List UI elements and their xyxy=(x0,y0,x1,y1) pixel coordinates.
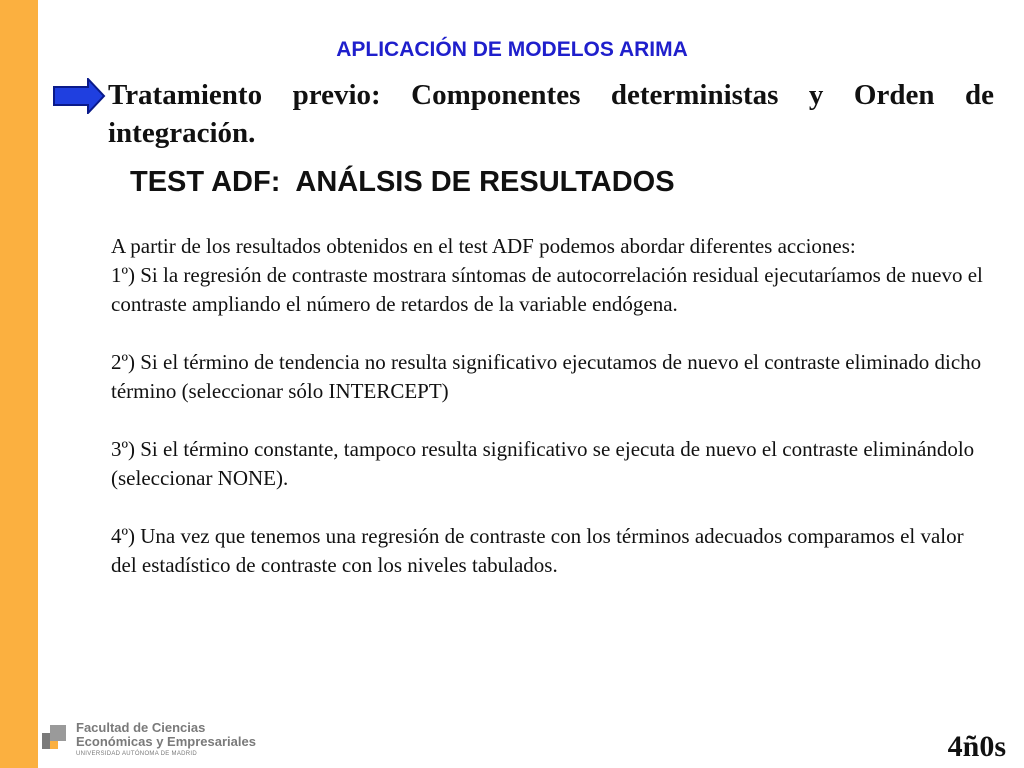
paragraph-intro: A partir de los resultados obtenidos en el test ADF podemos abordar diferentes acciones: xyxy=(111,234,856,258)
sidebar-stripe xyxy=(0,0,38,768)
subheading xyxy=(130,166,675,199)
slide-title: APLICACIÓN DE MODELOS ARIMA xyxy=(336,38,688,61)
paragraph-4: 4º) Una vez que tenemos una regresión de contraste con los términos adecuados comparamos el valor del estadístico de contraste con los niveles tabulados. xyxy=(111,524,964,577)
right-arrow-icon xyxy=(52,78,106,114)
faculty-logo-icon xyxy=(42,725,66,749)
logo-line-2: Económicas y Empresariales xyxy=(76,734,256,749)
body-text xyxy=(111,232,991,580)
logo-line-3: UNIVERSIDAD AUTÓNOMA DE MADRID xyxy=(76,751,198,757)
subheading-rest: ANÁLSIS DE RESULTADOS xyxy=(280,166,675,198)
paragraph-1: 1º) Si la regresión de contraste mostrara síntomas de autocorrelación residual ejecutaríamos de nuevo el contraste ampliando el número de retardos de la variable endógena. xyxy=(111,263,983,316)
logo-line-1: Facultad de Ciencias xyxy=(76,720,206,735)
paragraph-2: 2º) Si el término de tendencia no resulta significativo ejecutamos de nuevo el contraste eliminado dicho término (seleccionar sólo INTERCEPT) xyxy=(111,350,982,403)
subheading-lead: TEST ADF: xyxy=(130,166,281,198)
page-number: 4ñ0s xyxy=(947,730,1006,763)
paragraph-3: 3º) Si el término constante, tampoco resulta significativo se ejecuta de nuevo el contraste eliminándolo (seleccionar NONE). xyxy=(111,437,975,490)
section-heading: Tratamiento previo: Componentes deterministas y Orden de integración. xyxy=(108,79,994,149)
